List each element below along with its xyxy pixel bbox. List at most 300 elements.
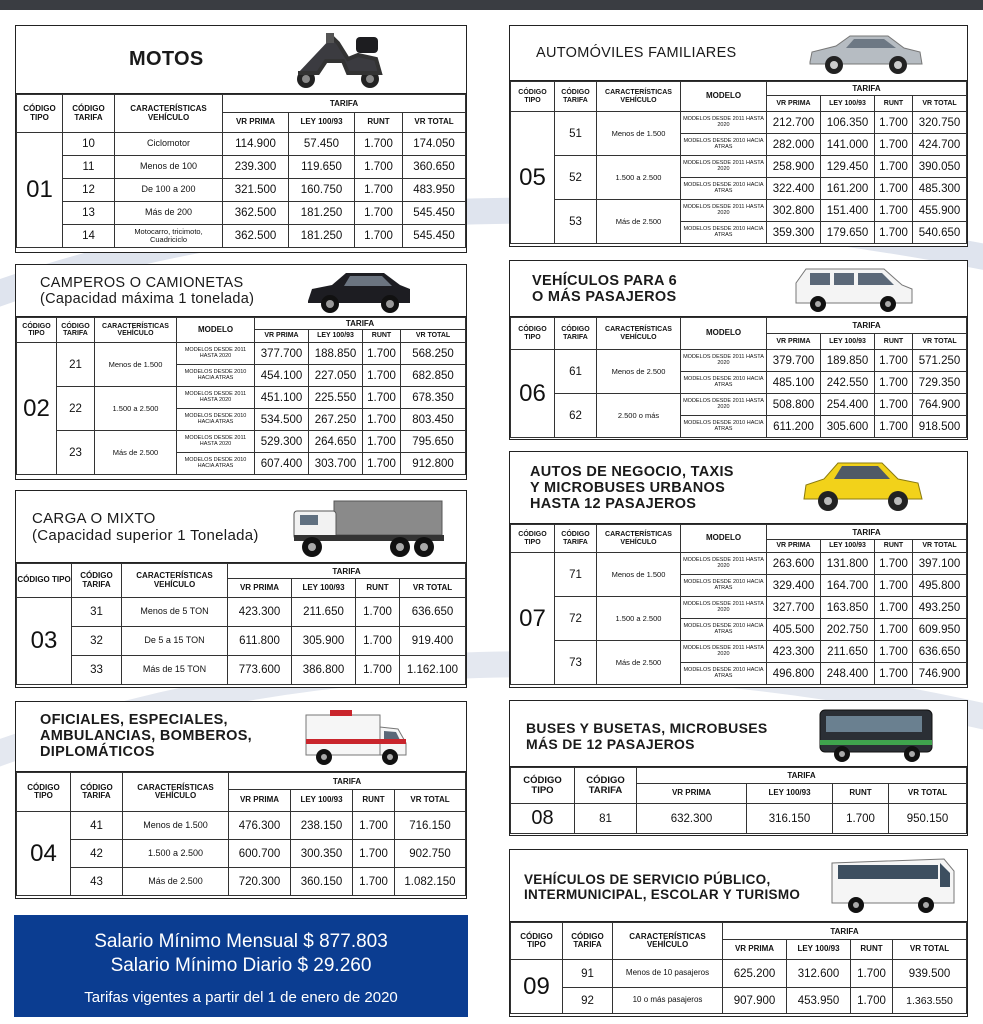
runt: 1.700 xyxy=(875,372,913,394)
vr-total: 912.800 xyxy=(401,453,466,475)
table-row xyxy=(17,598,466,627)
codigo-tarifa: 42 xyxy=(71,840,123,868)
vr-total: 918.500 xyxy=(913,416,967,438)
autos-negocio-header xyxy=(510,452,967,524)
vr-prima: 239.300 xyxy=(223,156,289,179)
buses-table xyxy=(510,767,967,834)
col-vr-prima: VR PRIMA xyxy=(637,784,747,804)
col-tarifa: TARIFA xyxy=(767,318,967,334)
runt: 1.700 xyxy=(875,112,913,134)
vr-prima: 625.200 xyxy=(723,960,787,988)
ley: 211.650 xyxy=(292,598,356,627)
col-caracteristicas: CARACTERÍSTICAS VEHÍCULO xyxy=(123,773,229,812)
col-runt: RUNT xyxy=(363,330,401,343)
col-ley: LEY 100/93 xyxy=(292,579,356,598)
col-vr-total: VR TOTAL xyxy=(395,790,466,812)
ley: 264.650 xyxy=(309,431,363,453)
col-vr-prima: VR PRIMA xyxy=(767,96,821,112)
table-row xyxy=(17,225,466,248)
col-vr-total: VR TOTAL xyxy=(893,940,967,960)
vr-prima: 508.800 xyxy=(767,394,821,416)
col-codigo-tipo: CÓDIGO TIPO xyxy=(511,318,555,350)
vr-total: 571.250 xyxy=(913,350,967,372)
vr-total: 950.150 xyxy=(889,804,967,834)
ley: 202.750 xyxy=(821,619,875,641)
vr-prima: 263.600 xyxy=(767,553,821,575)
caracteristica: Motocarro, tricimoto, Cuadriciclo xyxy=(115,225,223,248)
table-row xyxy=(511,988,967,1014)
modelo: MODELOS DESDE 2011 HASTA 2020 xyxy=(681,641,767,663)
ley: 242.550 xyxy=(821,372,875,394)
col-codigo-tarifa: CÓDIGO TARIFA xyxy=(575,768,637,804)
modelo: MODELOS DESDE 2010 HACIA ATRAS xyxy=(681,134,767,156)
col-codigo-tarifa: CÓDIGO TARIFA xyxy=(63,95,115,133)
ley: 254.400 xyxy=(821,394,875,416)
vr-prima: 282.000 xyxy=(767,134,821,156)
codigo-tarifa: 33 xyxy=(72,656,122,685)
col-runt: RUNT xyxy=(875,334,913,350)
vr-total: 483.950 xyxy=(403,179,466,202)
minivan-icon xyxy=(792,263,916,315)
modelo: MODELOS DESDE 2011 HASTA 2020 xyxy=(681,553,767,575)
ley: 305.900 xyxy=(292,627,356,656)
runt: 1.700 xyxy=(875,178,913,200)
vr-prima: 302.800 xyxy=(767,200,821,222)
col-codigo-tarifa: CÓDIGO TARIFA xyxy=(555,318,597,350)
col-ley: LEY 100/93 xyxy=(821,334,875,350)
table-row xyxy=(511,350,967,372)
vr-prima: 321.500 xyxy=(223,179,289,202)
col-tarifa: TARIFA xyxy=(255,318,466,330)
vr-prima: 377.700 xyxy=(255,343,309,365)
codigo-tarifa: 91 xyxy=(563,960,613,988)
col-codigo-tipo: CÓDIGO TIPO xyxy=(511,768,575,804)
vr-total: 1.162.100 xyxy=(400,656,466,685)
vr-prima: 476.300 xyxy=(229,812,291,840)
runt: 1.700 xyxy=(363,387,401,409)
col-tarifa: TARIFA xyxy=(223,95,466,113)
motos-panel xyxy=(15,25,467,253)
col-vr-total: VR TOTAL xyxy=(913,334,967,350)
codigo-tipo: 01 xyxy=(17,133,63,248)
vr-total: 919.400 xyxy=(400,627,466,656)
col-ley: LEY 100/93 xyxy=(309,330,363,343)
col-vr-total: VR TOTAL xyxy=(913,96,967,112)
vr-total: 1.363.550 xyxy=(893,988,967,1014)
ley: 386.800 xyxy=(292,656,356,685)
codigo-tipo: 05 xyxy=(511,112,555,244)
modelo: MODELOS DESDE 2011 HASTA 2020 xyxy=(177,431,255,453)
ley: 227.050 xyxy=(309,365,363,387)
col-caracteristicas: CARACTERÍSTICAS VEHÍCULO xyxy=(597,525,681,553)
top-bar xyxy=(0,0,983,10)
caracteristica: Menos de 2.500 xyxy=(597,350,681,394)
col-codigo-tarifa: CÓDIGO TARIFA xyxy=(555,82,597,112)
col-runt: RUNT xyxy=(875,96,913,112)
vr-total: 678.350 xyxy=(401,387,466,409)
caracteristica: Más de 2.500 xyxy=(95,431,177,475)
vr-total: 545.450 xyxy=(403,225,466,248)
table-row xyxy=(17,202,466,225)
runt: 1.700 xyxy=(875,394,913,416)
runt: 1.700 xyxy=(356,598,400,627)
runt: 1.700 xyxy=(875,641,913,663)
codigo-tarifa: 12 xyxy=(63,179,115,202)
motos-title: MOTOS xyxy=(129,48,204,70)
caracteristica: Más de 2.500 xyxy=(597,200,681,244)
caracteristica: De 5 a 15 TON xyxy=(122,627,228,656)
ley: 141.000 xyxy=(821,134,875,156)
col-caracteristicas: CARACTERÍSTICAS VEHÍCULO xyxy=(115,95,223,133)
col-vr-total: VR TOTAL xyxy=(401,330,466,343)
motos-table xyxy=(16,94,466,248)
suv-icon xyxy=(304,267,414,315)
vr-prima: 379.700 xyxy=(767,350,821,372)
vr-prima: 451.100 xyxy=(255,387,309,409)
col-ley: LEY 100/93 xyxy=(821,96,875,112)
modelo: MODELOS DESDE 2010 HACIA ATRAS xyxy=(681,575,767,597)
table-row xyxy=(17,343,466,365)
automoviles-panel xyxy=(509,25,968,247)
oficiales-header xyxy=(16,702,466,772)
caracteristica: Más de 2.500 xyxy=(123,868,229,896)
vr-total: 493.250 xyxy=(913,597,967,619)
runt: 1.700 xyxy=(363,365,401,387)
col-codigo-tarifa: CÓDIGO TARIFA xyxy=(71,773,123,812)
vr-prima: 114.900 xyxy=(223,133,289,156)
col-caracteristicas: CARACTERÍSTICAS VEHÍCULO xyxy=(122,564,228,598)
col-runt: RUNT xyxy=(356,579,400,598)
col-codigo-tipo: CÓDIGO TIPO xyxy=(511,82,555,112)
runt: 1.700 xyxy=(355,156,403,179)
codigo-tarifa: 31 xyxy=(72,598,122,627)
modelo: MODELOS DESDE 2011 HASTA 2020 xyxy=(681,350,767,372)
col-vr-prima: VR PRIMA xyxy=(223,113,289,133)
table-row xyxy=(17,156,466,179)
table-row xyxy=(511,804,967,834)
vehiculos6-panel xyxy=(509,260,968,440)
runt: 1.700 xyxy=(875,553,913,575)
runt: 1.700 xyxy=(875,222,913,244)
vr-prima: 611.800 xyxy=(228,627,292,656)
runt: 1.700 xyxy=(363,409,401,431)
caracteristica: 1.500 a 2.500 xyxy=(123,840,229,868)
caracteristica: 1.500 a 2.500 xyxy=(597,597,681,641)
ley: 57.450 xyxy=(289,133,355,156)
servicio-publico-panel xyxy=(509,849,968,1017)
runt: 1.700 xyxy=(875,416,913,438)
codigo-tarifa: 73 xyxy=(555,641,597,685)
vr-prima: 423.300 xyxy=(767,641,821,663)
col-codigo-tipo: CÓDIGO TIPO xyxy=(511,525,555,553)
runt: 1.700 xyxy=(875,597,913,619)
codigo-tipo: 04 xyxy=(17,812,71,896)
col-modelo: MODELO xyxy=(681,318,767,350)
coach-icon xyxy=(828,853,960,917)
vr-total: 939.500 xyxy=(893,960,967,988)
col-vr-prima: VR PRIMA xyxy=(255,330,309,343)
vr-total: 390.050 xyxy=(913,156,967,178)
codigo-tarifa: 23 xyxy=(57,431,95,475)
codigo-tarifa: 43 xyxy=(71,868,123,896)
oficiales-panel xyxy=(15,701,467,899)
table-row xyxy=(511,960,967,988)
vr-total: 609.950 xyxy=(913,619,967,641)
table-row xyxy=(511,641,967,663)
col-ley: LEY 100/93 xyxy=(289,113,355,133)
table-row xyxy=(511,394,967,416)
codigo-tarifa: 51 xyxy=(555,112,597,156)
camperos-table xyxy=(16,317,466,475)
automoviles-header xyxy=(510,26,967,81)
motos-header xyxy=(16,26,466,94)
runt: 1.700 xyxy=(875,575,913,597)
codigo-tipo: 07 xyxy=(511,553,555,685)
codigo-tarifa: 21 xyxy=(57,343,95,387)
codigo-tipo: 08 xyxy=(511,804,575,834)
ley: 129.450 xyxy=(821,156,875,178)
ley: 161.200 xyxy=(821,178,875,200)
vr-prima: 907.900 xyxy=(723,988,787,1014)
vr-total: 495.800 xyxy=(913,575,967,597)
vr-total: 568.250 xyxy=(401,343,466,365)
col-vr-prima: VR PRIMA xyxy=(229,790,291,812)
vr-total: 636.650 xyxy=(400,598,466,627)
runt: 1.700 xyxy=(875,156,913,178)
modelo: MODELOS DESDE 2010 HACIA ATRAS xyxy=(681,178,767,200)
runt: 1.700 xyxy=(353,840,395,868)
vr-prima: 720.300 xyxy=(229,868,291,896)
col-vr-total: VR TOTAL xyxy=(403,113,466,133)
ley: 188.850 xyxy=(309,343,363,365)
caracteristica: Más de 15 TON xyxy=(122,656,228,685)
codigo-tarifa: 81 xyxy=(575,804,637,834)
col-tarifa: TARIFA xyxy=(637,768,967,784)
caracteristica: Menos de 1.500 xyxy=(123,812,229,840)
vr-prima: 485.100 xyxy=(767,372,821,394)
runt: 1.700 xyxy=(851,988,893,1014)
codigo-tarifa: 22 xyxy=(57,387,95,431)
vr-total: 636.650 xyxy=(913,641,967,663)
caracteristica: 10 o más pasajeros xyxy=(613,988,723,1014)
col-caracteristicas: CARACTERÍSTICAS VEHÍCULO xyxy=(597,82,681,112)
col-vr-prima: VR PRIMA xyxy=(767,334,821,350)
ley: 181.250 xyxy=(289,202,355,225)
col-tarifa: TARIFA xyxy=(229,773,466,790)
vr-total: 174.050 xyxy=(403,133,466,156)
caracteristica: Menos de 10 pasajeros xyxy=(613,960,723,988)
oficiales-title: OFICIALES, ESPECIALES, AMBULANCIAS, BOMBEROS, DIPLOMÁTICOS xyxy=(40,712,253,761)
camperos-panel xyxy=(15,264,467,480)
vr-prima: 611.200 xyxy=(767,416,821,438)
ley: 160.750 xyxy=(289,179,355,202)
ley: 225.550 xyxy=(309,387,363,409)
codigo-tarifa: 62 xyxy=(555,394,597,438)
modelo: MODELOS DESDE 2011 HASTA 2020 xyxy=(681,156,767,178)
vr-prima: 359.300 xyxy=(767,222,821,244)
ley: 163.850 xyxy=(821,597,875,619)
runt: 1.700 xyxy=(363,343,401,365)
runt: 1.700 xyxy=(833,804,889,834)
col-runt: RUNT xyxy=(875,540,913,553)
runt: 1.700 xyxy=(355,179,403,202)
vr-prima: 496.800 xyxy=(767,663,821,685)
codigo-tarifa: 13 xyxy=(63,202,115,225)
vr-prima: 454.100 xyxy=(255,365,309,387)
vr-prima: 212.700 xyxy=(767,112,821,134)
modelo: MODELOS DESDE 2010 HACIA ATRAS xyxy=(177,365,255,387)
bus-icon xyxy=(816,704,938,764)
col-codigo-tipo: CÓDIGO TIPO xyxy=(17,564,72,598)
vr-total: 682.850 xyxy=(401,365,466,387)
col-codigo-tipo: CÓDIGO TIPO xyxy=(17,773,71,812)
col-ley: LEY 100/93 xyxy=(787,940,851,960)
modelo: MODELOS DESDE 2010 HACIA ATRAS xyxy=(681,372,767,394)
col-ley: LEY 100/93 xyxy=(747,784,833,804)
codigo-tarifa: 61 xyxy=(555,350,597,394)
vr-prima: 327.700 xyxy=(767,597,821,619)
col-codigo-tipo: CÓDIGO TIPO xyxy=(17,95,63,133)
caracteristica: Más de 200 xyxy=(115,202,223,225)
vr-prima: 534.500 xyxy=(255,409,309,431)
runt: 1.700 xyxy=(353,868,395,896)
ley: 305.600 xyxy=(821,416,875,438)
col-ley: LEY 100/93 xyxy=(291,790,353,812)
vehiculos6-title: VEHÍCULOS PARA 6 O MÁS PASAJEROS xyxy=(532,273,677,306)
runt: 1.700 xyxy=(875,134,913,156)
col-runt: RUNT xyxy=(353,790,395,812)
vr-total: 716.150 xyxy=(395,812,466,840)
runt: 1.700 xyxy=(363,431,401,453)
carga-title: CARGA O MIXTO (Capacidad superior 1 Tonelada) xyxy=(32,510,259,544)
table-row xyxy=(17,868,466,896)
table-row xyxy=(17,431,466,453)
automoviles-table xyxy=(510,81,967,244)
table-row xyxy=(511,112,967,134)
codigo-tarifa: 52 xyxy=(555,156,597,200)
caracteristica: Menos de 1.500 xyxy=(95,343,177,387)
ley: 453.950 xyxy=(787,988,851,1014)
runt: 1.700 xyxy=(875,350,913,372)
codigo-tipo: 03 xyxy=(17,598,72,685)
codigo-tarifa: 41 xyxy=(71,812,123,840)
vr-total: 360.650 xyxy=(403,156,466,179)
vr-total: 397.100 xyxy=(913,553,967,575)
caracteristica: 1.500 a 2.500 xyxy=(597,156,681,200)
col-vr-prima: VR PRIMA xyxy=(767,540,821,553)
col-runt: RUNT xyxy=(355,113,403,133)
vr-prima: 362.500 xyxy=(223,202,289,225)
ley: 248.400 xyxy=(821,663,875,685)
col-modelo: MODELO xyxy=(177,318,255,343)
modelo: MODELOS DESDE 2010 HACIA ATRAS xyxy=(177,453,255,475)
oficiales-table xyxy=(16,772,466,896)
salario-info-box xyxy=(14,915,468,1017)
carga-panel xyxy=(15,490,467,688)
runt: 1.700 xyxy=(875,663,913,685)
codigo-tarifa: 92 xyxy=(563,988,613,1014)
table-row xyxy=(511,200,967,222)
codigo-tarifa: 14 xyxy=(63,225,115,248)
servicio-publico-title: VEHÍCULOS DE SERVICIO PÚBLICO, INTERMUNICIPAL, ESCOLAR Y TURISMO xyxy=(524,872,801,903)
caracteristica: 2.500 o más xyxy=(597,394,681,438)
runt: 1.700 xyxy=(356,656,400,685)
table-row xyxy=(511,553,967,575)
vr-total: 803.450 xyxy=(401,409,466,431)
col-tarifa: TARIFA xyxy=(723,923,967,940)
col-codigo-tarifa: CÓDIGO TARIFA xyxy=(555,525,597,553)
taxi-icon xyxy=(798,455,928,519)
vr-total: 729.350 xyxy=(913,372,967,394)
vr-total: 485.300 xyxy=(913,178,967,200)
servicio-publico-header xyxy=(510,850,967,922)
col-modelo: MODELO xyxy=(681,525,767,553)
table-row xyxy=(511,156,967,178)
runt: 1.700 xyxy=(353,812,395,840)
salario-diario: Salario Mínimo Diario $ 29.260 xyxy=(110,955,372,976)
ley: 131.800 xyxy=(821,553,875,575)
ley: 211.650 xyxy=(821,641,875,663)
buses-header xyxy=(510,701,967,767)
servicio-publico-table xyxy=(510,922,967,1014)
table-row xyxy=(511,597,967,619)
ley: 119.650 xyxy=(289,156,355,179)
col-codigo-tarifa: CÓDIGO TARIFA xyxy=(57,318,95,343)
table-row xyxy=(17,812,466,840)
vr-total: 545.450 xyxy=(403,202,466,225)
vr-prima: 632.300 xyxy=(637,804,747,834)
codigo-tipo: 09 xyxy=(511,960,563,1014)
vr-total: 455.900 xyxy=(913,200,967,222)
col-modelo: MODELO xyxy=(681,82,767,112)
col-vr-total: VR TOTAL xyxy=(913,540,967,553)
modelo: MODELOS DESDE 2011 HASTA 2020 xyxy=(681,597,767,619)
caracteristica: 1.500 a 2.500 xyxy=(95,387,177,431)
ley: 312.600 xyxy=(787,960,851,988)
carga-header xyxy=(16,491,466,563)
dump-truck-icon xyxy=(290,493,448,561)
modelo: MODELOS DESDE 2011 HASTA 2020 xyxy=(177,343,255,365)
ley: 106.350 xyxy=(821,112,875,134)
autos-negocio-table xyxy=(510,524,967,685)
table-row xyxy=(17,656,466,685)
vr-prima: 329.400 xyxy=(767,575,821,597)
runt: 1.700 xyxy=(875,619,913,641)
runt: 1.700 xyxy=(355,202,403,225)
runt: 1.700 xyxy=(875,200,913,222)
modelo: MODELOS DESDE 2010 HACIA ATRAS xyxy=(681,222,767,244)
caracteristica: Menos de 5 TON xyxy=(122,598,228,627)
runt: 1.700 xyxy=(355,225,403,248)
ley: 360.150 xyxy=(291,868,353,896)
caracteristica: Menos de 1.500 xyxy=(597,112,681,156)
vehiculos6-header xyxy=(510,261,967,317)
vehiculos6-table xyxy=(510,317,967,438)
runt: 1.700 xyxy=(356,627,400,656)
col-caracteristicas: CARACTERÍSTICAS VEHÍCULO xyxy=(613,923,723,960)
vr-total: 795.650 xyxy=(401,431,466,453)
col-tarifa: TARIFA xyxy=(228,564,466,579)
autos-negocio-panel xyxy=(509,451,968,688)
tarifas-vigentes: Tarifas vigentes a partir del 1 de enero de 2020 xyxy=(84,989,398,1006)
buses-panel xyxy=(509,700,968,836)
codigo-tarifa: 53 xyxy=(555,200,597,244)
col-codigo-tarifa: CÓDIGO TARIFA xyxy=(72,564,122,598)
camperos-title: CAMPEROS O CAMIONETAS (Capacidad máxima 1 tonelada) xyxy=(40,275,255,308)
caracteristica: Más de 2.500 xyxy=(597,641,681,685)
ambulance-icon xyxy=(300,705,410,769)
table-row xyxy=(17,387,466,409)
